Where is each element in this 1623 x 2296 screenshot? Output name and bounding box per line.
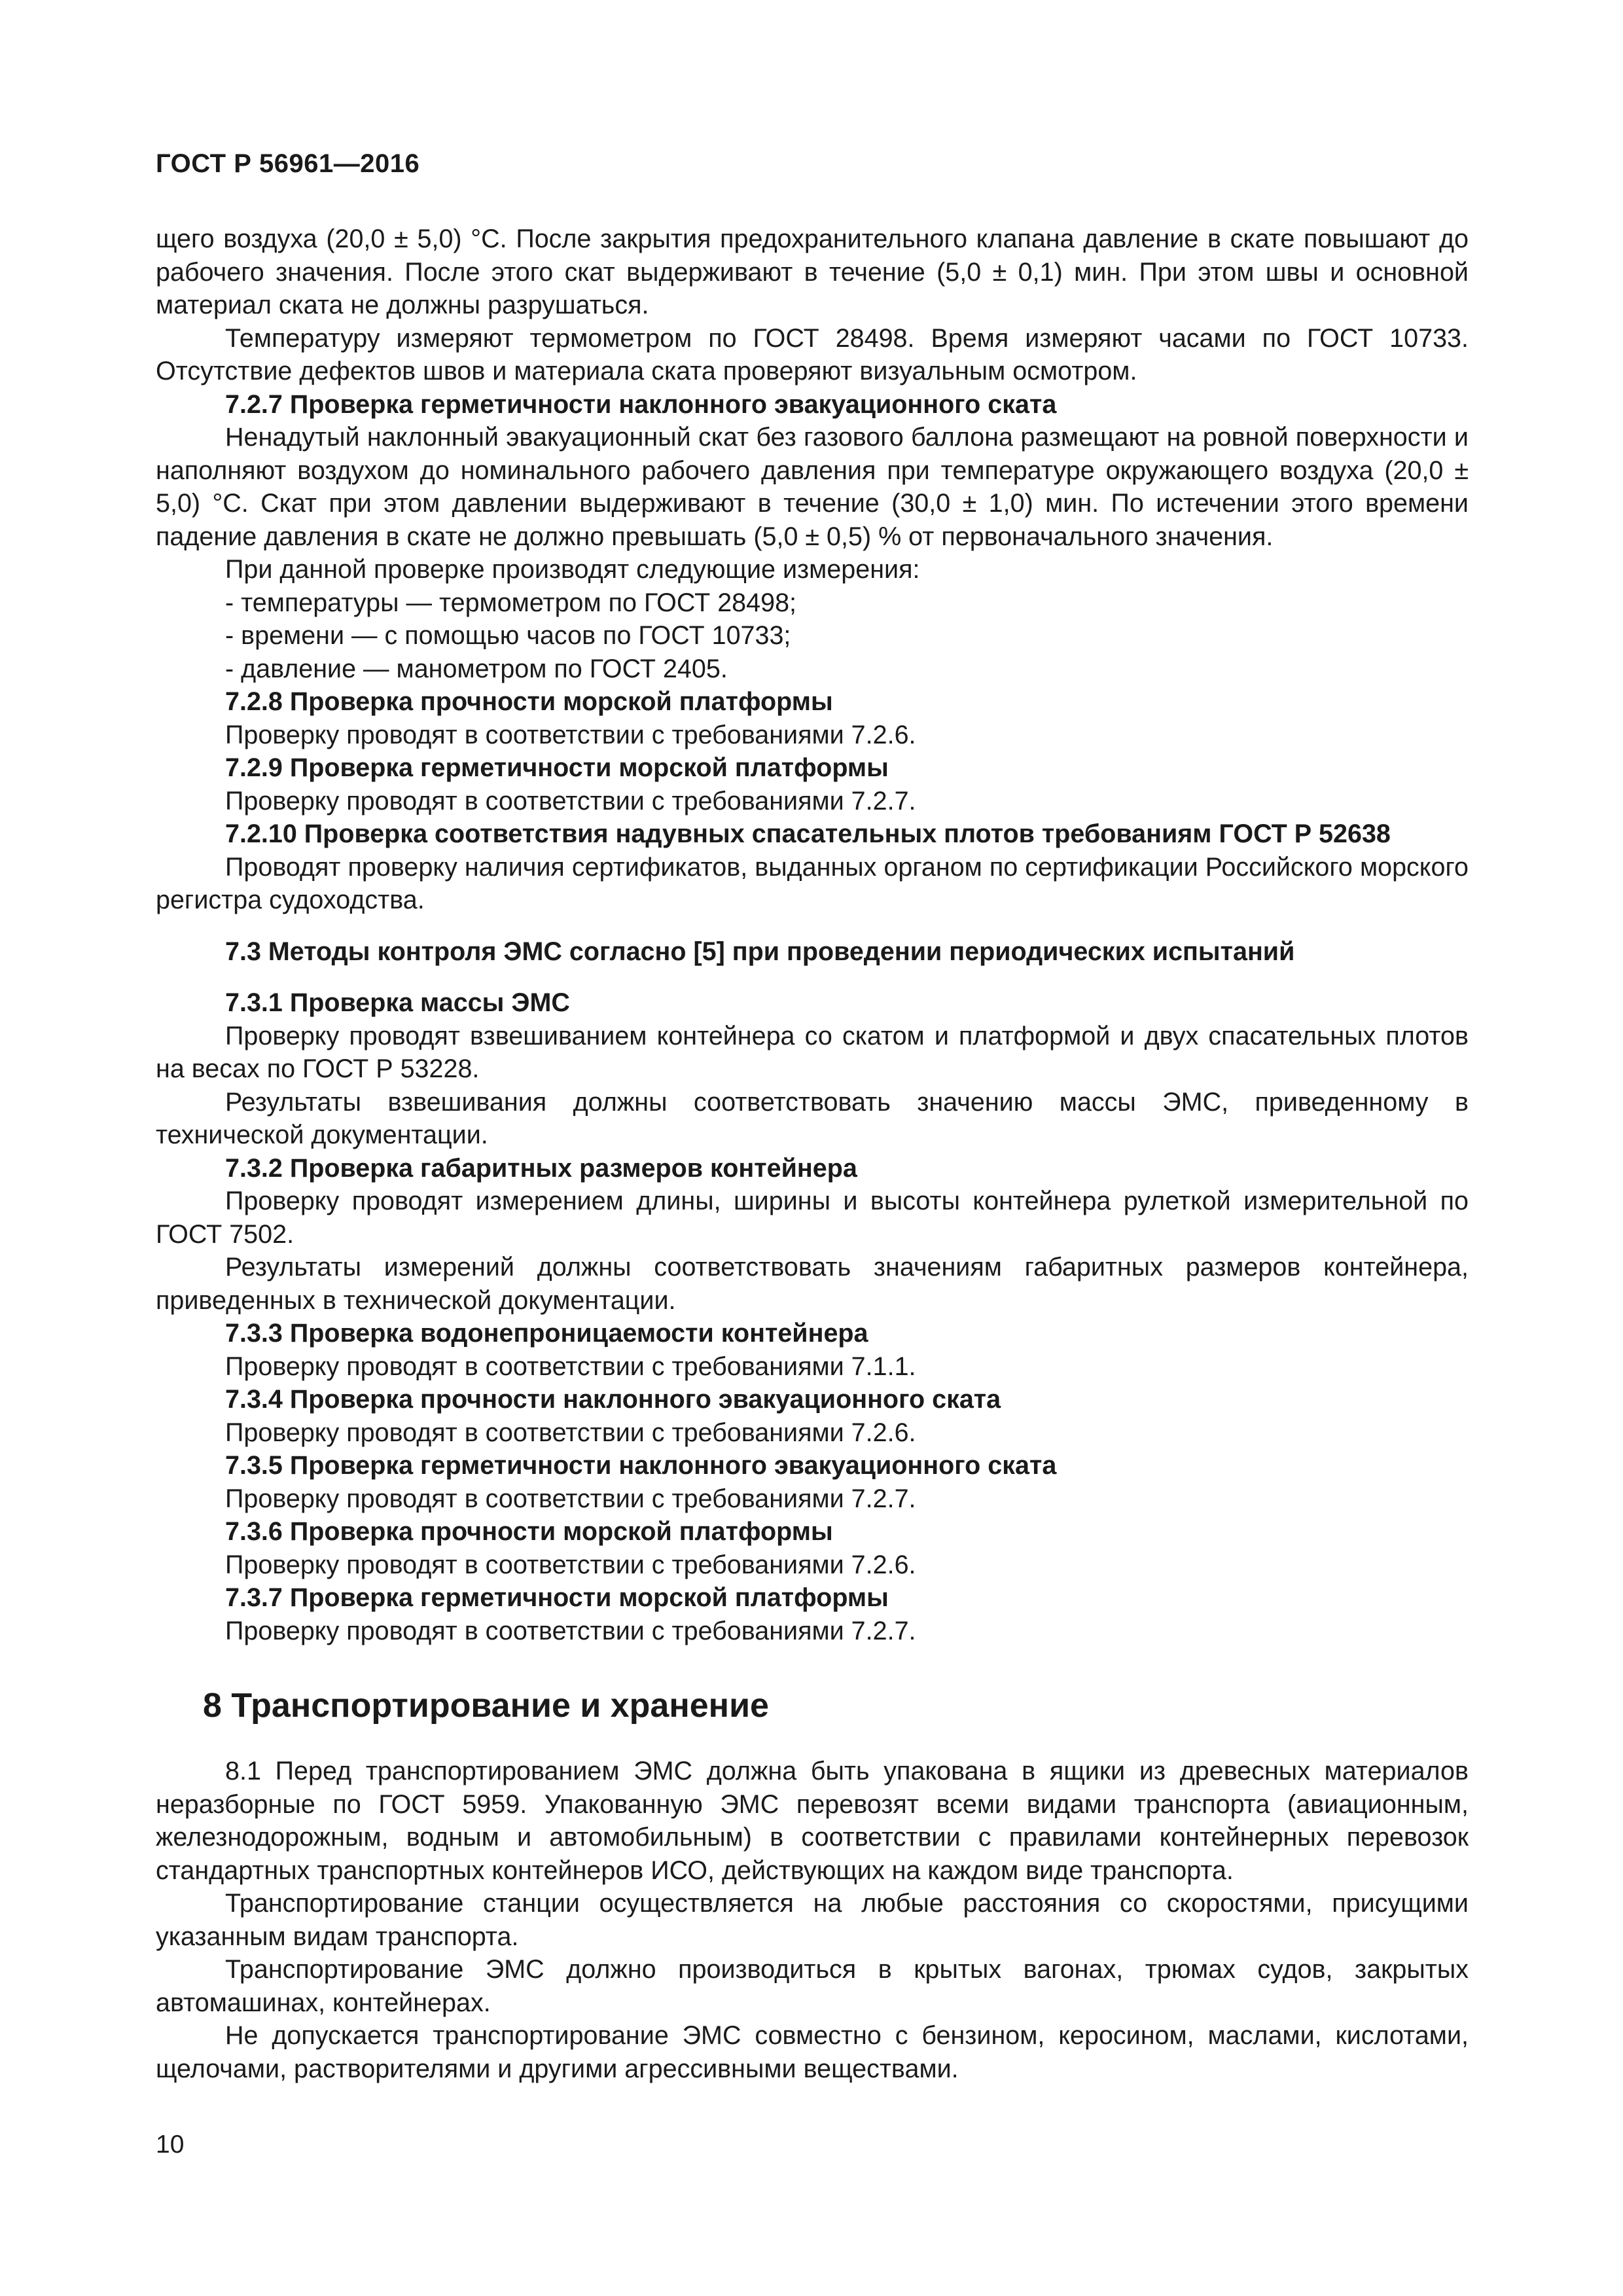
paragraph: Проверку проводят в соответствии с требованиями 7.2.7. [225, 1484, 916, 1513]
paragraph: Проверку проводят в соответствии с требованиями 7.1.1. [225, 1352, 916, 1381]
paragraph: щего воздуха (20,0 ± 5,0) °С. После закрытия предохранительного клапана давление в скате повышают до рабочего значения. После этого скат выдерживают в течение (5,0 ± 0,1) мин. При этом швы и основной материал ската не должны разрушаться. [156, 224, 1469, 319]
paragraph: Проверку проводят в соответствии с требованиями 7.2.7. [225, 786, 916, 816]
section-heading-7-3-6: 7.3.6 Проверка прочности морской платформы [225, 1517, 833, 1546]
section-heading-7-3-1: 7.3.1 Проверка массы ЭМС [225, 988, 570, 1017]
paragraph: Проверку проводят в соответствии с требованиями 7.2.6. [225, 720, 916, 749]
paragraph: Проводят проверку наличия сертификатов, выданных органом по сертификации Российского морского регистра судоходства. [156, 852, 1469, 914]
paragraph: Проверку проводят в соответствии с требованиями 7.2.7. [225, 1616, 916, 1645]
section-heading-7-3-4: 7.3.4 Проверка прочности наклонного эвакуационного ската [225, 1385, 1001, 1414]
paragraph: Результаты измерений должны соответствовать значениям габаритных размеров контейнера, приведенных в технической документации. [156, 1253, 1469, 1315]
paragraph: Ненадутый наклонный эвакуационный скат без газового баллона размещают на ровной поверхности и наполняют воздухом до номинального рабочего давления при температуре окружающего воздуха (20,0 ± 5,0) °С. Скат при этом давлении выдерживают в течение (30,0 ± 1,0) мин. По истечении этого времени падение давления в скате не должно превышать (5,0 ± 0,5) % от первоначального значения. [156, 423, 1469, 551]
paragraph: Температуру измеряют термометром по ГОСТ 28498. Время измеряют часами по ГОСТ 10733. Отсутствие дефектов швов и материала ската проверяют визуальным осмотром. [156, 323, 1469, 386]
section-heading-7-2-10: 7.2.10 Проверка соответствия надувных спасательных плотов требованиям ГОСТ Р 52638 [225, 819, 1391, 848]
section-heading-7-3-7: 7.3.7 Проверка герметичности морской платформы [225, 1583, 889, 1612]
section-heading-7-2-8: 7.2.8 Проверка прочности морской платформы [225, 687, 833, 716]
paragraph: Результаты взвешивания должны соответствовать значению массы ЭМС, приведенному в технической документации. [156, 1087, 1469, 1149]
list-item: - времени — с помощью часов по ГОСТ 10733; [225, 621, 791, 650]
list-item: - давление — манометром по ГОСТ 2405. [225, 654, 728, 683]
section-heading-7-3-5: 7.3.5 Проверка герметичности наклонного эвакуационного ската [225, 1451, 1057, 1480]
paragraph: При данной проверке производят следующие измерения: [225, 555, 920, 584]
paragraph: Проверку проводят в соответствии с требованиями 7.2.6. [225, 1418, 916, 1447]
section-heading-7-3-3: 7.3.3 Проверка водонепроницаемости контейнера [225, 1319, 868, 1348]
paragraph: 8.1 Перед транспортированием ЭМС должна быть упакована в ящики из древесных материалов неразборные по ГОСТ 5959. Упакованную ЭМС перевозят всеми видами транспорта (авиационным, железнодорожным, водным и автомобильным) в соответствии с правилами контейнерных перевозок стандартных транспортных контейнеров ИСО, действующих на каждом виде транспорта. [156, 1757, 1469, 1885]
paragraph: Транспортирование станции осуществляется на любые расстояния со скоростями, присущими указанным видам транспорта. [156, 1889, 1469, 1951]
section-heading-7-2-9: 7.2.9 Проверка герметичности морской платформы [225, 753, 889, 782]
paragraph: Проверку проводят взвешиванием контейнера со скатом и платформой и двух спасательных плотов на весах по ГОСТ Р 53228. [156, 1021, 1469, 1083]
paragraph: Проверку проводят измерением длины, ширины и высоты контейнера рулеткой измерительной по ГОСТ 7502. [156, 1187, 1469, 1249]
document-header: ГОСТ Р 56961—2016 [156, 149, 420, 178]
chapter-heading-8: 8 Транспортирование и хранение [203, 1687, 769, 1725]
document-body [156, 223, 1469, 2085]
page-number: 10 [156, 2130, 185, 2159]
section-heading-7-3: 7.3 Методы контроля ЭМС согласно [5] при проведении периодических испытаний [225, 937, 1295, 966]
paragraph: Транспортирование ЭМС должно производиться в крытых вагонах, трюмах судов, закрытых автомашинах, контейнерах. [156, 1955, 1469, 2017]
list-item: - температуры — термометром по ГОСТ 28498; [225, 588, 797, 617]
paragraph: Не допускается транспортирование ЭМС совместно с бензином, керосином, маслами, кислотами, щелочами, растворителями и другими агрессивными веществами. [156, 2021, 1469, 2083]
paragraph: Проверку проводят в соответствии с требованиями 7.2.6. [225, 1550, 916, 1579]
section-heading-7-2-7: 7.2.7 Проверка герметичности наклонного эвакуационного ската [225, 389, 1057, 419]
section-heading-7-3-2: 7.3.2 Проверка габаритных размеров контейнера [225, 1153, 857, 1183]
